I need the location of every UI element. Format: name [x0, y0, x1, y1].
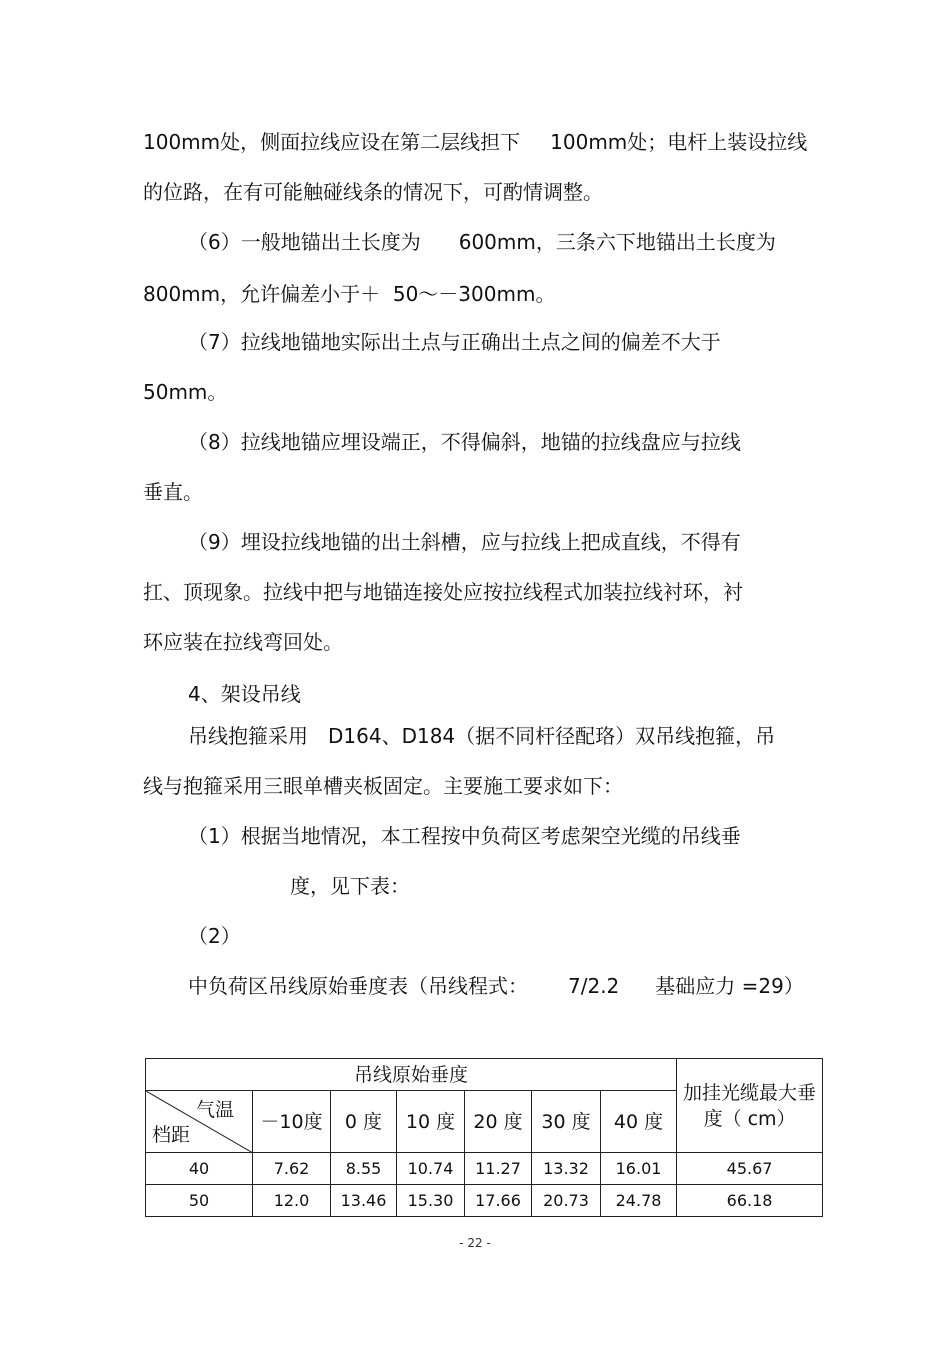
sag-cell: 16.01: [601, 1153, 677, 1185]
section-heading: 4、架设吊线: [188, 682, 301, 706]
page-number: - 22 -: [459, 1236, 491, 1250]
paragraph-line: 线与抱箍采用三眼单槽夹板固定。主要施工要求如下：: [143, 774, 623, 798]
temperature-label: 气温: [195, 1099, 234, 1121]
sag-cell: 7.62: [253, 1153, 331, 1185]
table-row: [146, 1153, 823, 1185]
sag-table: [145, 1058, 823, 1217]
paragraph-line: 扛、顶现象。拉线中把与地锚连接处应按拉线程式加装拉线衬环，衬: [143, 580, 743, 604]
span-label: 档距: [152, 1124, 191, 1146]
temp-header: 10 度: [397, 1091, 465, 1153]
sag-cell: 20.73: [532, 1185, 601, 1217]
paragraph-line: 吊线抱箍采用 D164、D184（据不同杆径配珞）双吊线抱箍，吊: [188, 724, 776, 748]
temp-header: 40 度: [601, 1091, 677, 1153]
paragraph-line: 环应装在拉线弯回处。: [143, 630, 343, 654]
temp-header: －10度: [253, 1091, 331, 1153]
span-cell: 40: [146, 1153, 253, 1185]
paragraph-line: 垂直。: [143, 480, 203, 504]
table-caption: 中负荷区吊线原始垂度表（吊线程式： 7/2.2 基础应力 =29）: [188, 974, 804, 998]
sag-cell: 8.55: [331, 1153, 397, 1185]
span-cell: 50: [146, 1185, 253, 1217]
sag-cell: 24.78: [601, 1185, 677, 1217]
max-sag-cell: 66.18: [677, 1185, 823, 1217]
max-sag-cell: 45.67: [677, 1153, 823, 1185]
sag-cell: 12.0: [253, 1185, 331, 1217]
sag-cell: 17.66: [465, 1185, 532, 1217]
table-row: [146, 1185, 823, 1217]
paragraph-line: （7）拉线地锚地实际出土点与正确出土点之间的偏差不大于: [188, 330, 721, 354]
paragraph-line: 800mm，允许偏差小于＋ 50～－300mm。: [143, 282, 556, 306]
paragraph-line: 50mm。: [143, 380, 228, 404]
paragraph-line: （1）根据当地情况，本工程按中负荷区考虑架空光缆的吊线垂: [188, 824, 741, 848]
temp-header: 0 度: [331, 1091, 397, 1153]
paragraph-line: 度，见下表：: [290, 874, 410, 898]
group-header: 吊线原始垂度: [146, 1059, 677, 1091]
paragraph-line: （9）埋设拉线地锚的出土斜槽，应与拉线上把成直线，不得有: [188, 530, 741, 554]
paragraph-line: （6）一般地锚出土长度为 600mm，三条六下地锚出土长度为: [188, 230, 776, 254]
paragraph-line: 的位路，在有可能触碰线条的情况下，可酌情调整。: [143, 180, 603, 204]
corner-header: [146, 1091, 253, 1153]
temp-header: 30 度: [532, 1091, 601, 1153]
sag-cell: 10.74: [397, 1153, 465, 1185]
sag-cell: 15.30: [397, 1185, 465, 1217]
paragraph-line: （8）拉线地锚应埋设端正，不得偏斜，地锚的拉线盘应与拉线: [188, 430, 741, 454]
paragraph-line: 100mm处，侧面拉线应设在第二层线担下 100mm处；电杆上装设拉线: [143, 130, 808, 154]
temp-header: 20 度: [465, 1091, 532, 1153]
paragraph-line: （2）: [188, 924, 241, 948]
sag-cell: 13.46: [331, 1185, 397, 1217]
sag-cell: 13.32: [532, 1153, 601, 1185]
max-sag-header: 加挂光缆最大垂度（ cm）: [677, 1059, 823, 1153]
sag-cell: 11.27: [465, 1153, 532, 1185]
